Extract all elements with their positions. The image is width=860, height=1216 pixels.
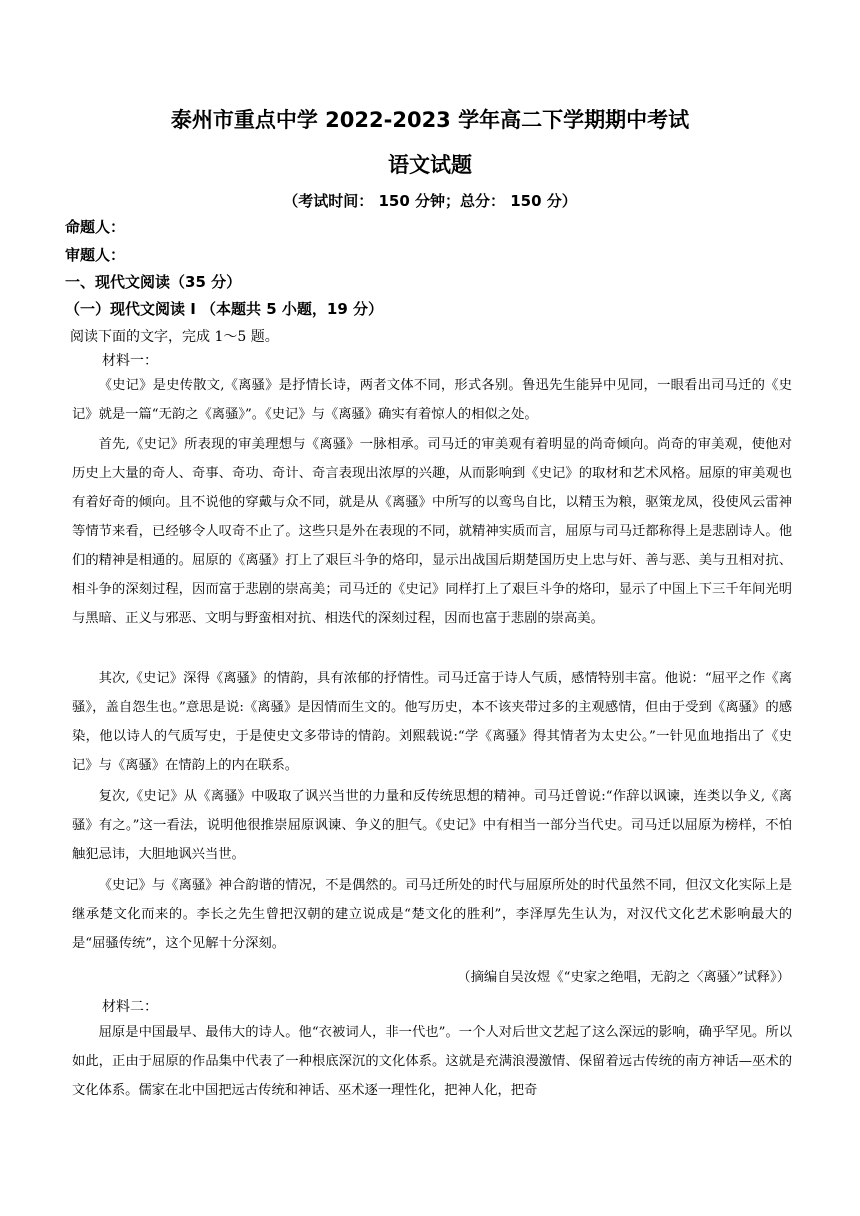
material-one-paragraph-3: 其次,《史记》深得《离骚》的情韵，具有浓郁的抒情性。司马迁富于诗人气质，感情特别丰富。他说：“屈平之作《离骚》，盖自怨生也。”意思是说:《离骚》是因情而生文的。他写历史，本不该夹带过多的主观感情，但由于受到《离骚》的感染，他以诗人的气质写史，于是使史文多带诗的情韵。刘熙载说:“学《离骚》得其情者为太史公。”一针见血地指出了《史记》与《离骚》在情韵上的内在联系。 [72, 671, 792, 773]
exam-info: （考试时间： 150 分钟；总分： 150 分） [283, 192, 577, 210]
section-heading: 一、现代文阅读（35 分） [65, 273, 242, 291]
subject-title: 语文试题 [388, 153, 472, 177]
material-one-label: 材料一： [102, 353, 158, 369]
material-one-paragraph-4: 复次,《史记》从《离骚》中吸取了讽兴当世的力量和反传统思想的精神。司马迁曾说:“作辞以讽谏，连类以争义,《离骚》有之。”这一看法，说明他很推崇屈原讽谏、争义的胆气。《史记》中有相当一部分当代史。司马迁以屈原为榜样，不怕触犯忌讳，大胆地讽兴当世。 [72, 789, 792, 862]
material-two-paragraph-1: 屈原是中国最早、最伟大的诗人。他“衣被词人，非一代也”。一个人对后世文艺起了这么深远的影响，确乎罕见。所以如此，正由于屈原的作品集中代表了一种根底深沉的文化体系。这就是充满浪漫激情、保留着远古传统的南方神话—巫术的文化体系。儒家在北中国把远古传统和神话、巫术逐一理性化，把神人化，把奇 [72, 1025, 792, 1098]
material-one-paragraph-1: 《史记》是史传散文,《离骚》是抒情长诗，两者文体不同，形式各别。鲁迅先生能异中见同，一眼看出司马迁的《史记》就是一篇“无韵之《离骚》”。《史记》与《离骚》确实有着惊人的相似之处。 [72, 378, 792, 422]
material-one-source: （摘编自吴汝煜《“史家之绝唱，无韵之〈离骚〉”试释》） [457, 970, 790, 985]
reading-instruction: 阅读下面的文字，完成 1～5 题。 [70, 329, 279, 345]
section-subheading: （一）现代文阅读 I （本题共 5 小题，19 分） [65, 300, 384, 318]
setter-label: 命题人： [65, 218, 126, 236]
exam-title: 泰州市重点中学 2022-2023 学年高二下学期期中考试 [170, 108, 690, 132]
material-two-label: 材料二： [102, 999, 158, 1015]
material-one-paragraph-5: 《史记》与《离骚》神合韵谐的情况，不是偶然的。司马迁所处的时代与屈原所处的时代虽然不同，但汉文化实际上是继承楚文化而来的。李长之先生曾把汉朝的建立说成是“楚文化的胜利”，李泽厚先生认为，对汉代文化艺术影响最大的是“屈骚传统”，这个见解十分深刻。 [72, 878, 792, 951]
material-one-paragraph-2: 首先,《史记》所表现的审美理想与《离骚》一脉相承。司马迁的审美观有着明显的尚奇倾向。尚奇的审美观，使他对历史上大量的奇人、奇事、奇功、奇计、奇言表现出浓厚的兴趣，从而影响到《史记》的取材和艺术风格。屈原的审美观也有着好奇的倾向。且不说他的穿戴与众不同，就是从《离骚》中所写的以鸾鸟自比，以精玉为粮，驱策龙凤，役使风云雷神等情节来看，已经够令人叹奇不止了。这些只是外在表现的不同，就精神实质而言，屈原与司马迁都称得上是悲剧诗人。他们的精神是相通的。屈原的《离骚》打上了艰巨斗争的烙印，显示出战国后期楚国历史上忠与奸、善与恶、美与丑相对抗、相斗争的深刻过程，因而富于悲剧的崇高美；司马迁的《史记》同样打上了艰巨斗争的烙印，显示了中国上下三千年间光明与黑暗、正义与邪恶、文明与野蛮相对抗、相迭代的深刻过程，因而也富于悲剧的崇高美。 [72, 437, 792, 626]
reviewer-label: 审题人： [65, 246, 126, 264]
